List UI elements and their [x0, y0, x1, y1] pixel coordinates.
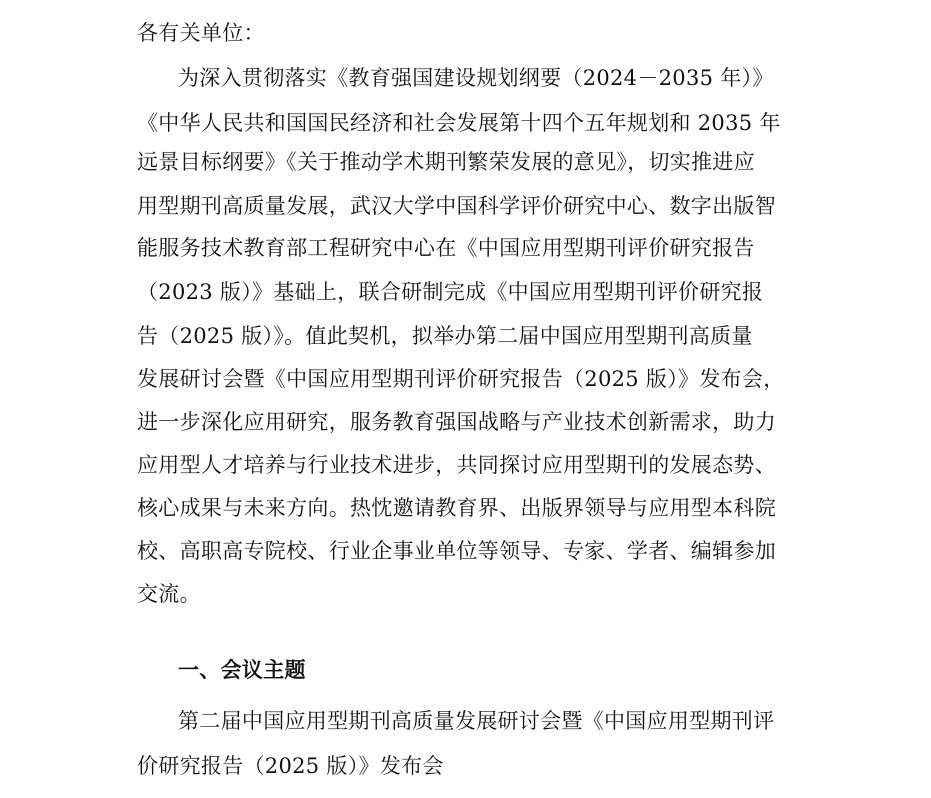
section-body-line: 第二届中国应用型期刊高质量发展研讨会暨《中国应用型期刊评	[178, 709, 775, 733]
section-body-line: 价研究报告（2025 版）》发布会	[137, 754, 444, 778]
intro-line: （2023 版）》基础上，联合研制完成《中国应用型期刊评价研究报	[137, 280, 764, 304]
intro-line: 交流。	[137, 582, 201, 606]
intro-line: 用型期刊高质量发展，武汉大学中国科学评价研究中心、数字出版智	[137, 194, 776, 218]
section-heading: 一、会议主题	[178, 657, 306, 682]
intro-line: 远景目标纲要》《关于推动学术期刊繁荣发展的意见》，切实推进应	[137, 150, 755, 174]
intro-line: 进一步深化应用研究，服务教育强国战略与产业技术创新需求，助力	[137, 410, 776, 434]
salutation: 各有关单位：	[137, 21, 265, 45]
intro-line: 校、高职高专院校、行业企事业单位等领导、专家、学者、编辑参加	[137, 539, 776, 563]
intro-line: 能服务技术教育部工程研究中心在《中国应用型期刊评价研究报告	[137, 236, 755, 260]
intro-line: 发展研讨会暨《中国应用型期刊评价研究报告（2025 版）》发布会，	[137, 367, 785, 391]
intro-line: 核心成果与未来方向。热忱邀请教育界、出版界领导与应用型本科院	[137, 496, 776, 520]
intro-line: 应用型人才培养与行业技术进步，共同探讨应用型期刊的发展态势、	[137, 453, 776, 477]
intro-line: 告（2025 版）》。值此契机，拟举办第二届中国应用型期刊高质量	[137, 324, 753, 348]
intro-line: 《中华人民共和国国民经济和社会发展第十四个五年规划和 2035 年	[137, 111, 781, 135]
intro-line: 为深入贯彻落实《教育强国建设规划纲要（2024－2035 年）》	[178, 66, 774, 90]
